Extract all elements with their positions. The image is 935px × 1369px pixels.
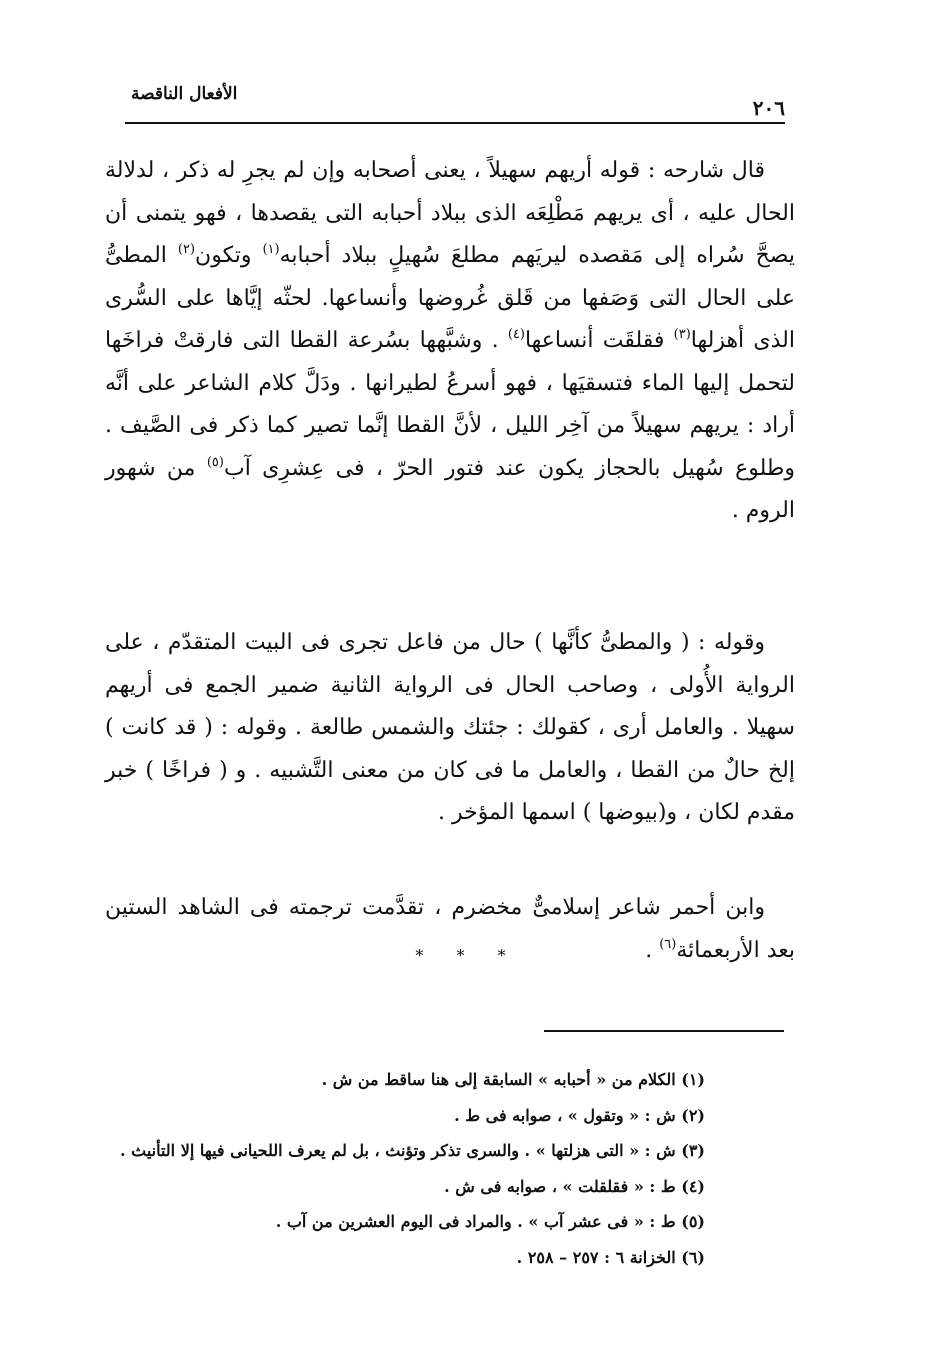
footnote-5: (٥) ط : « فى عشر آب » . والمراد فى اليوم العشرين من آب . bbox=[275, 1212, 705, 1231]
text-segment: من شهور الروم . bbox=[105, 455, 795, 523]
header-rule bbox=[125, 122, 785, 124]
footnote-ref: (٣) bbox=[673, 326, 691, 342]
footnote-ref: (١) bbox=[262, 241, 280, 257]
running-title: الأفعال الناقصة bbox=[131, 84, 238, 104]
footnote-1: (١) الكلام من « أحبابه » السابقة إلى هنا ساقط من ش . bbox=[321, 1070, 705, 1089]
paragraph-commentary bbox=[105, 150, 795, 533]
text-segment: وتكون bbox=[195, 243, 263, 268]
text-segment: المطىُّ على الحال التى وَصَفها من قَلق غُروضها وأنساعها. لحثّه إيَّاها على السُّرى الذى أهزلها bbox=[105, 243, 795, 353]
footnote-6: (٦) الخزانة ٦ : ٢٥٧ – ٢٥٨ . bbox=[516, 1247, 705, 1267]
text-segment: فقلقَت أنساعها bbox=[524, 328, 674, 353]
footnote-ref: (٦) bbox=[659, 936, 677, 952]
footnote-3: (٣) ش : « التى هزلتها » . والسرى تذكر وتؤنث ، بل لم يعرف اللحيانى فيها إلا التأنيث . bbox=[119, 1141, 705, 1160]
footnote-rule bbox=[544, 1030, 784, 1032]
section-separator: * * * bbox=[415, 946, 520, 965]
footnote-ref: (٢) bbox=[177, 241, 196, 257]
page-number: ٢٠٦ bbox=[752, 96, 785, 120]
footnote-ref: (٥) bbox=[206, 454, 224, 470]
text-segment: قال شارحه : قوله أريهم سهيلاً ، يعنى أصحابه وإن لم يجرِ له ذكر ، لدلالة الحال عليه ، أى يريهم مَطْلِعَه الذى ببلاد أحبابه التى يقصدها ، فهو يتمنى أن يصحَّ سُراه إلى مَقصده ليريَهم مطلعَ سُهيلٍ ببلاد أحبابه bbox=[105, 158, 795, 268]
footnote-4: (٤) ط : « فقلقلت » ، صوابه فى ش . bbox=[444, 1176, 705, 1196]
paragraph-grammar bbox=[105, 622, 795, 835]
footnote-2: (٢) ش : « وتقول » ، صوابه فى ط . bbox=[454, 1105, 705, 1125]
page-header bbox=[125, 80, 785, 120]
text-segment: . وشبَّهها بسُرعة القطا التى فارقتْ فراخَها لتحمل إليها الماء فتسقيَها ، فهو أسرعُ لطيرانها . ودَلَّ كلام الشاعر على أنَّه أراد : يريهم سهيلاً من آخِر الليل ، لأنَّ القطا إنَّما تصير كما ذكر فى الصَّيف . وطلوع سُهيل بالحجاز يكون عند فتور الحرّ ، فى عِشرِى آب bbox=[105, 328, 795, 481]
text-segment: وقوله : ( والمطىُّ كأنَّها ) حال من فاعل تجرى فى البيت المتقدّم ، على الرواية الأُولى ، وصاحب الحال فى الرواية الثانية ضمير الجمع فى أريهم سهيلا . والعامل أرى ، كقولك : جئتك والشمس طالعة . وقوله : ( قد كانت ) إلخ حالٌ من القطا ، والعامل ما فى كان من معنى التَّشبيه . و ( فراخًا ) خبر مقدم لكان ، و(بيوضها ) اسمها المؤخر . bbox=[105, 630, 795, 825]
text-segment: . bbox=[645, 937, 660, 963]
footnotes bbox=[100, 1062, 705, 1275]
text-segment: وابن أحمر شاعر إسلامىٌّ مخضرم ، تقدَّمت ترجمته فى الشاهد الستين بعد الأربعمائة bbox=[105, 895, 795, 963]
footnote-ref: (٤) bbox=[507, 326, 525, 342]
